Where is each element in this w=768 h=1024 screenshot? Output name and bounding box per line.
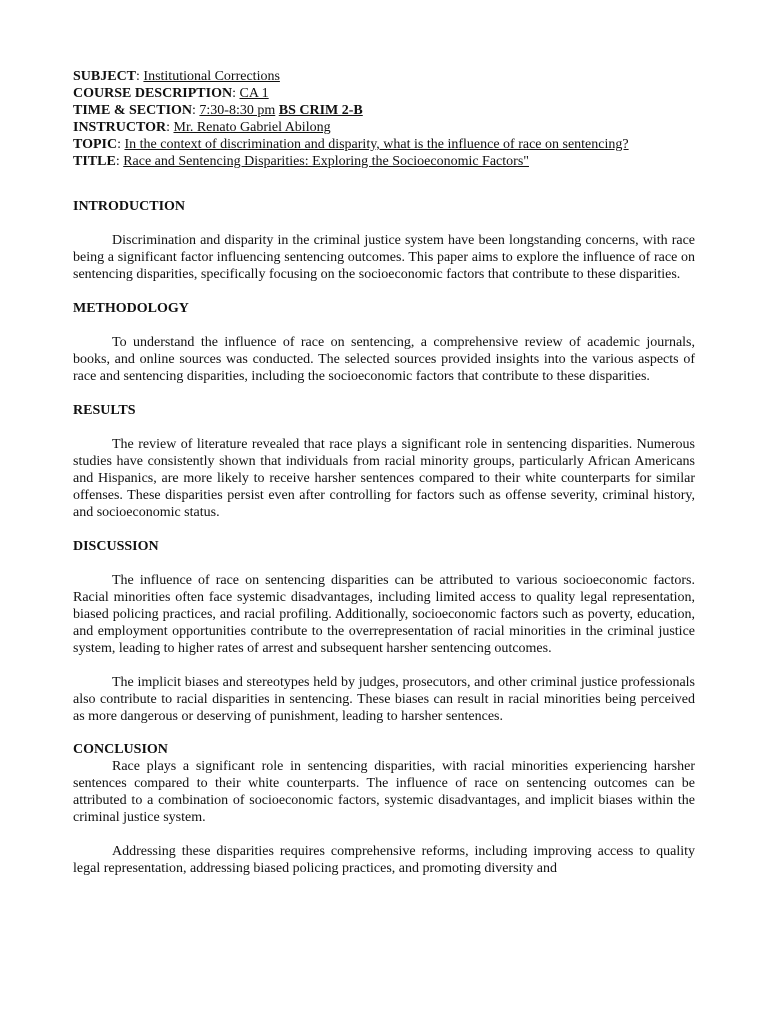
topic-line: TOPIC: In the context of discrimination and disparity, what is the influence of race on sentencing? bbox=[73, 137, 629, 152]
introduction-heading: INTRODUCTION bbox=[73, 199, 186, 214]
time-value: 7:30-8:30 pm bbox=[199, 103, 276, 118]
introduction-paragraph: Discrimination and disparity in the criminal justice system have been longstanding concerns, with race being a significant factor influencing sentencing outcomes. This paper aims to explore the influence of race on sentencing disparities, specifically focusing on the socioeconomic factors that contribute to these disparities. bbox=[73, 233, 695, 282]
subject-line: SUBJECT: Institutional Corrections bbox=[73, 69, 280, 84]
document-page bbox=[73, 68, 695, 877]
subject-label: SUBJECT bbox=[73, 69, 137, 84]
title-line: TITLE: Race and Sentencing Disparities: Exploring the Socioeconomic Factors" bbox=[73, 154, 529, 169]
conclusion-paragraph-1: Race plays a significant role in sentencing disparities, with racial minorities experiencing harsher sentences compared to their white counterparts. The influence of race on sentencing outcomes can be attributed to a combination of socioeconomic factors, systemic disadvantages, and implicit biases within the criminal justice system. bbox=[73, 759, 695, 825]
course-line: COURSE DESCRIPTION: CA 1 bbox=[73, 86, 269, 101]
topic-value: In the context of discrimination and disparity, what is the influence of race on sentencing? bbox=[124, 137, 629, 152]
time-section-line: TIME & SECTION: 7:30-8:30 pm BS CRIM 2-B bbox=[73, 103, 363, 118]
conclusion-paragraph-2: Addressing these disparities requires comprehensive reforms, including improving access to quality legal representation, addressing biased policing practices, and promoting diversity and bbox=[73, 844, 695, 876]
discussion-heading: DISCUSSION bbox=[73, 539, 159, 554]
methodology-heading: METHODOLOGY bbox=[73, 301, 189, 316]
title-label: TITLE bbox=[73, 154, 116, 169]
topic-label: TOPIC bbox=[73, 137, 118, 152]
instructor-label: INSTRUCTOR bbox=[73, 120, 167, 135]
time-label: TIME & SECTION bbox=[73, 103, 193, 118]
instructor-value: Mr. Renato Gabriel Abilong bbox=[173, 120, 331, 135]
results-heading: RESULTS bbox=[73, 403, 136, 418]
subject-value: Institutional Corrections bbox=[143, 69, 280, 84]
discussion-paragraph-1: The influence of race on sentencing disparities can be attributed to various socioeconomic factors. Racial minorities often face systemic disadvantages, including limited access to quality legal representation, biased policing practices, and racial profiling. Additionally, socioeconomic factors such as poverty, education, and employment opportunities contribute to the overrepresentation of racial minorities in the criminal justice system, leading to higher rates of arrest and subsequent harsher sentencing outcomes. bbox=[73, 573, 695, 656]
conclusion-heading: CONCLUSION bbox=[73, 742, 168, 757]
discussion-paragraph-2: The implicit biases and stereotypes held by judges, prosecutors, and other criminal justice professionals also contribute to racial disparities in sentencing. These biases can result in racial minorities being perceived as more dangerous or deserving of punishment, leading to harsher sentences. bbox=[73, 675, 695, 724]
title-value: Race and Sentencing Disparities: Exploring the Socioeconomic Factors" bbox=[123, 154, 529, 169]
section-value: BS CRIM 2-B bbox=[278, 103, 363, 118]
course-value: CA 1 bbox=[239, 86, 269, 101]
instructor-line: INSTRUCTOR: Mr. Renato Gabriel Abilong bbox=[73, 120, 331, 135]
results-paragraph: The review of literature revealed that race plays a significant role in sentencing disparities. Numerous studies have consistently shown that individuals from racial minority groups, particularly African Americans and Hispanics, are more likely to receive harsher sentences compared to their white counterparts for similar offenses. These disparities persist even after controlling for factors such as offense severity, criminal history, and socioeconomic status. bbox=[73, 437, 695, 520]
course-label: COURSE DESCRIPTION bbox=[73, 86, 233, 101]
methodology-paragraph: To understand the influence of race on sentencing, a comprehensive review of academic journals, books, and online sources was conducted. The selected sources provided insights into the various aspects of race and sentencing disparities, including the socioeconomic factors that contribute to these disparities. bbox=[73, 335, 695, 384]
